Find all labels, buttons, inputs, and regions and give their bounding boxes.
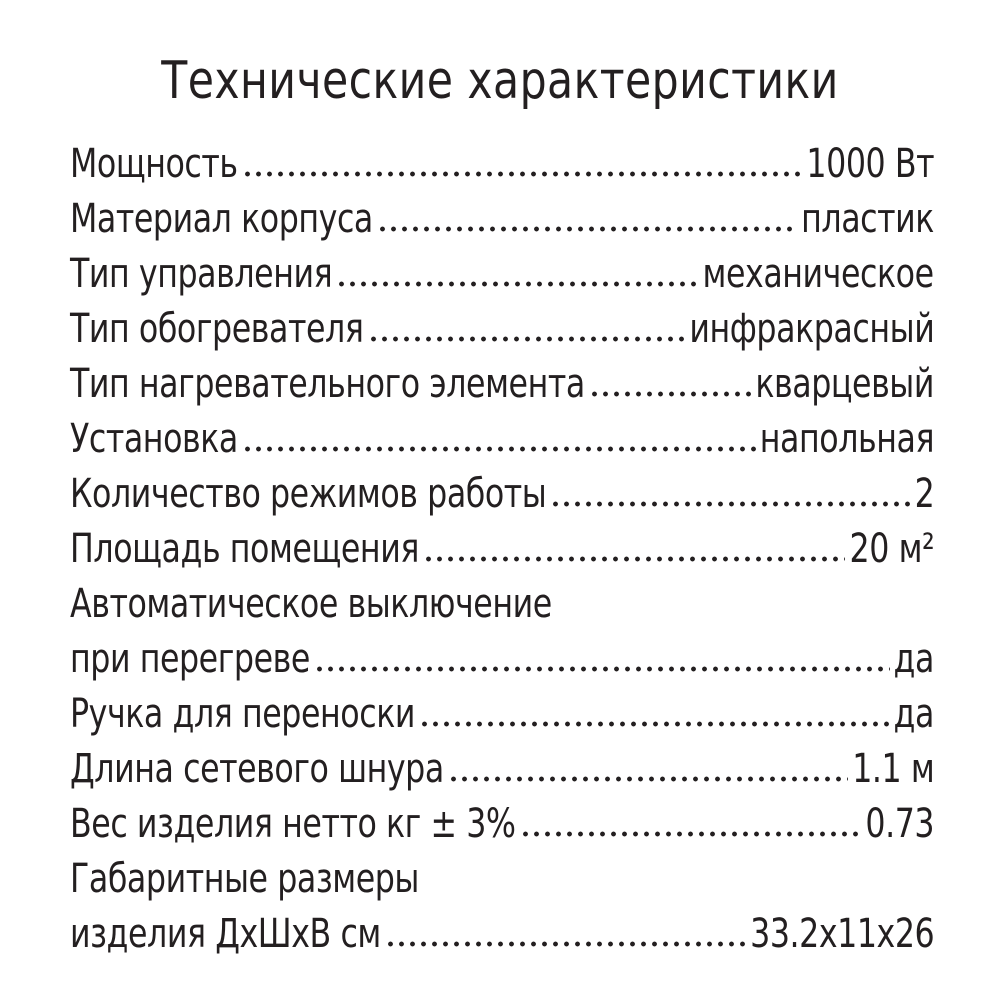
- dot-leader: [419, 698, 890, 728]
- spec-label: Габаритные размеры: [70, 856, 419, 902]
- spec-value: 2: [914, 471, 934, 517]
- spec-label: Площадь помещения: [70, 526, 419, 572]
- spec-value: кварцевый: [755, 361, 934, 407]
- spec-label: Тип управления: [70, 251, 333, 297]
- spec-label: Количество режимов работы: [70, 471, 547, 517]
- spec-row-auto-shutoff: [70, 632, 934, 687]
- spec-value: 0.73: [865, 801, 934, 847]
- spec-row-carry-handle: [70, 687, 934, 742]
- spec-row-auto-shutoff-heading: [70, 577, 934, 632]
- spec-value: 33.2x11x26: [749, 911, 934, 957]
- dot-leader: [385, 918, 746, 948]
- spec-label: Мощность: [70, 141, 238, 187]
- spec-label: Установка: [70, 416, 238, 462]
- page-title: Технические характеристики: [161, 51, 839, 111]
- dot-leader: [589, 368, 752, 398]
- spec-value: да: [893, 636, 934, 682]
- dot-leader: [520, 808, 862, 838]
- spec-label: Ручка для переноски: [70, 691, 416, 737]
- dot-leader: [377, 203, 797, 233]
- spec-value: 20 м²: [849, 526, 934, 572]
- spec-row-modes: [70, 467, 934, 522]
- spec-row-power: [70, 137, 934, 192]
- spec-value: 1000 Вт: [806, 141, 934, 187]
- spec-row-heating-element: [70, 357, 934, 412]
- spec-row-heater-type: [70, 302, 934, 357]
- spec-label: при перегреве: [70, 636, 310, 682]
- spec-row-room-area: [70, 522, 934, 577]
- dot-leader: [336, 258, 699, 288]
- spec-row-net-weight: [70, 797, 934, 852]
- spec-row-cord-length: [70, 742, 934, 797]
- spec-label: изделия ДхШхВ см: [70, 911, 381, 957]
- spec-value: да: [893, 691, 934, 737]
- spec-label: Длина сетевого шнура: [70, 746, 444, 792]
- spec-label: Материал корпуса: [70, 196, 373, 242]
- spec-value: инфракрасный: [689, 306, 934, 352]
- spec-label: Автоматическое выключение: [70, 581, 552, 627]
- spec-value: напольная: [759, 416, 934, 462]
- spec-label: Тип обогревателя: [70, 306, 364, 352]
- dot-leader: [242, 423, 756, 453]
- spec-row-housing-material: [70, 192, 934, 247]
- spec-row-dimensions-heading: [70, 852, 934, 907]
- dot-leader: [550, 478, 910, 508]
- spec-row-installation: [70, 412, 934, 467]
- spec-value: пластик: [801, 196, 934, 242]
- spec-row-dimensions: [70, 907, 934, 962]
- dot-leader: [242, 148, 803, 178]
- spec-list: [70, 137, 934, 962]
- dot-leader: [448, 753, 848, 783]
- spec-value: механическое: [702, 251, 934, 297]
- dot-leader: [314, 643, 890, 673]
- dot-leader: [423, 533, 845, 563]
- spec-label: Вес изделия нетто кг ± 3%: [70, 801, 516, 847]
- spec-value: 1.1 м: [851, 746, 934, 792]
- spec-row-control-type: [70, 247, 934, 302]
- dot-leader: [368, 313, 686, 343]
- spec-label: Тип нагревательного элемента: [70, 361, 585, 407]
